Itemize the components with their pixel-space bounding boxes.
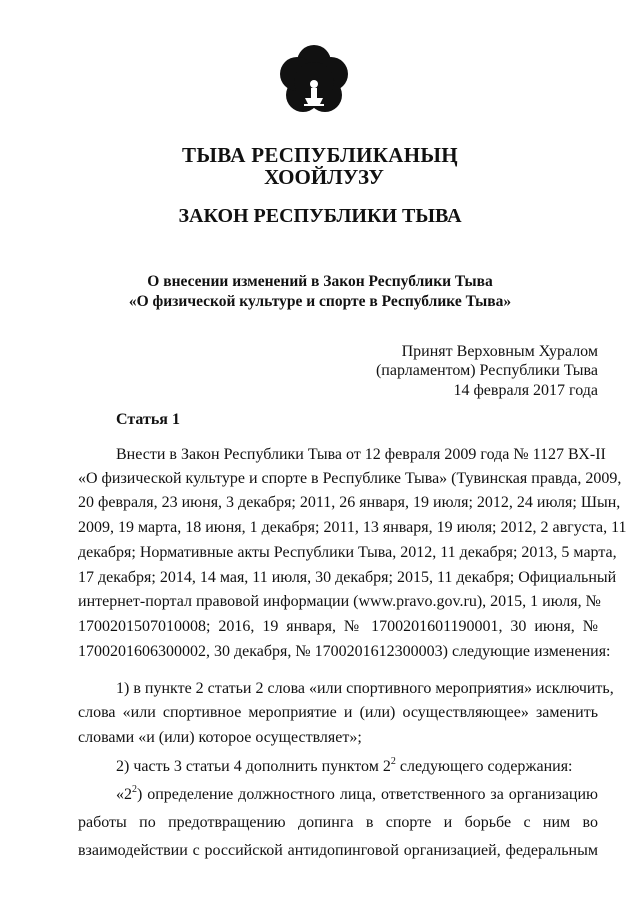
quote-text: ) определение должностного лица, ответственного за организацию bbox=[137, 786, 598, 803]
item2-text-end: следующего содержания: bbox=[395, 758, 573, 775]
quote-superscript: 2 bbox=[132, 784, 137, 795]
title-russian: ЗАКОН РЕСПУБЛИКИ ТЫВА bbox=[178, 205, 462, 227]
item2-text: 2) часть 3 статьи 4 дополнить пунктом 2 bbox=[116, 758, 391, 775]
adoption-line2: (парламентом) Республики Тыва bbox=[375, 362, 598, 379]
paragraph-line: декабря; Нормативные акты Республики Тыва, 2012, 11 декабря; 2013, 5 марта, bbox=[78, 544, 617, 561]
paragraph-line: Внести в Закон Республики Тыва от 12 февраля 2009 года № 1127 ВХ-II bbox=[116, 446, 606, 463]
paragraph-line: 17 декабря; 2014, 14 мая, 11 июля, 30 декабря; 2015, 11 декабря; Официальный bbox=[78, 569, 617, 586]
quote-line: работы по предотвращению допинга в спорте и борьбе с ним во bbox=[78, 814, 598, 831]
paragraph-line: 2009, 19 марта, 18 июня, 1 декабря; 2011, 13 января, 19 июля; 2012, 2 августа, 11 bbox=[78, 519, 627, 536]
paragraph-line: «О физической культуре и спорте в Республике Тыва» (Тувинская правда, 2009, bbox=[78, 470, 622, 487]
item2-line bbox=[116, 757, 598, 777]
item1-line: слова «или спортивное мероприятие и (или) осуществляющее» заменить bbox=[78, 704, 598, 721]
title-tuvan-line2: ХООЙЛУЗУ bbox=[264, 165, 384, 189]
quote-line: взаимодействии с российской антидопинговой организацией, федеральным bbox=[78, 842, 598, 859]
item2-superscript: 2 bbox=[390, 756, 396, 767]
paragraph-line: интернет-портал правовой информации (www.pravo.gov.ru), 2015, 1 июля, № bbox=[78, 593, 601, 610]
paragraph-line: 20 февраля, 23 июня, 3 декабря; 2011, 26 января, 19 июля; 2012, 24 июля; Шын, bbox=[78, 494, 621, 511]
law-subject-line2: «О физической культуре и спорте в Республике Тыва» bbox=[128, 293, 512, 310]
item1-line: 1) в пункте 2 статьи 2 слова «или спортивного мероприятия» исключить, bbox=[116, 680, 614, 697]
adoption-line1: Принят Верховным Хуралом bbox=[401, 343, 598, 360]
law-subject-line1: О внесении изменений в Закон Республики Тыва bbox=[147, 273, 493, 290]
paragraph-line: 1700201507010008; 2016, 19 января, № 1700201601190001, 30 июня, № bbox=[78, 618, 598, 635]
tuva-emblem-icon bbox=[274, 38, 354, 118]
paragraph-line: 1700201606300002, 30 декабря, № 1700201612300003) следующие изменения: bbox=[78, 643, 611, 660]
article-heading: Статья 1 bbox=[116, 411, 180, 428]
quote-line bbox=[116, 785, 598, 805]
adoption-date: 14 февраля 2017 года bbox=[453, 382, 598, 399]
title-tuvan-line1: ТЫВА РЕСПУБЛИКАНЫҢ bbox=[182, 143, 458, 167]
item1-line: словами «и (или) которое осуществляет»; bbox=[78, 729, 362, 746]
quote-open: «2 bbox=[116, 786, 132, 803]
